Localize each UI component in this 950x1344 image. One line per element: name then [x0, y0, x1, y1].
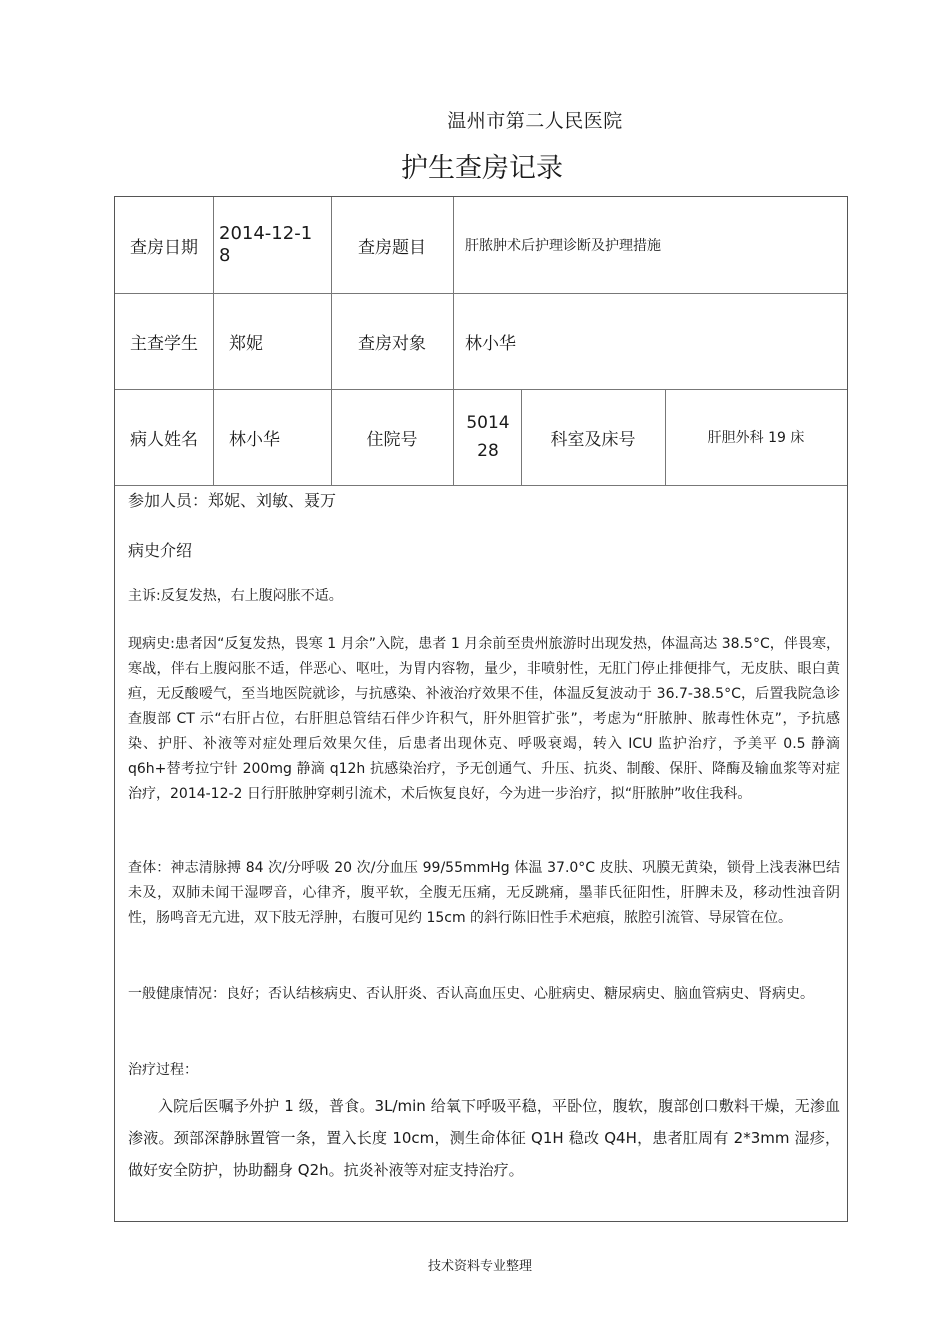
patient-value: 林小华 — [229, 429, 280, 450]
treatment-text: 入院后医嘱予外护 1 级，普食。3L/min 给氧下呼吸平稳，平卧位，腹软，腹部创口敷料干燥，无渗血渗液。颈部深静脉置管一条，置入长度 10cm，测生命体征 Q1H 稳改 Q4H，患者肛周有 2*3mm 湿疹，做好安全防护，协助翻身 Q2h。抗炎补液等对症支持治疗。 — [128, 1097, 840, 1179]
physical-exam: 查体：神志清脉搏 84 次/分呼吸 20 次/分血压 99/55mmHg 体温 37.0°C 皮肤、巩膜无黄染，锁骨上浅表淋巴结未及，双肺未闻干湿啰音，心律齐，腹平软，全腹无压痛，无反跳痛，墨菲氏征阳性，肝脾未及，移动性浊音阴性，肠鸣音无亢进，双下肢无浮肿，右腹可见约 15cm 的斜行陈旧性手术疤痕，脓腔引流管、导尿管在位。 — [128, 860, 840, 926]
history-heading: 病史介绍 — [128, 541, 193, 560]
page-title: 护生查房记录 — [401, 153, 563, 184]
target-label: 查房对象 — [358, 333, 426, 354]
hospital-name: 温州市第二人民医院 — [447, 110, 623, 132]
chief-complaint: 主诉:反复发热，右上腹闷胀不适。 — [128, 588, 343, 604]
date-label: 查房日期 — [130, 237, 198, 258]
topic-value: 肝脓肿术后护理诊断及护理措施 — [465, 238, 661, 254]
general-health: 一般健康情况：良好；否认结核病史、否认肝炎、否认高血压史、心脏病史、糖尿病史、脑血管病史、肾病史。 — [128, 986, 814, 1002]
admission-label: 住院号 — [366, 429, 418, 450]
dept-label: 科室及床号 — [550, 429, 636, 450]
patient-label: 病人姓名 — [130, 429, 198, 450]
admission-value: 501428 — [466, 413, 510, 461]
col-divider — [213, 197, 214, 485]
col-divider — [453, 197, 454, 389]
participants: 参加人员：郑妮、刘敏、聂万 — [128, 491, 337, 510]
topic-label: 查房题目 — [358, 237, 426, 258]
row-divider — [115, 485, 847, 486]
present-illness: 现病史:患者因“反复发热，畏寒 1 月余”入院，患者 1 月余前至贵州旅游时出现发热，体温高达 38.5°C，伴畏寒，寒战，伴右上腹闷胀不适，伴恶心、呕吐，为胃内容物，量少，非喷射性，无肛门停止排便排气，无皮肤、眼白黄疸，无反酸嗳气，至当地医院就诊，与抗感染、补液治疗效果不佳，体温反复波动于 36.7-38.5°C，后置我院急诊查腹部 CT 示“右肝占位，右肝胆总管结石伴少许积气，肝外胆管扩张”，考虑为“肝脓肿、脓毒性休克”，予抗感染、护肝、补液等对症处理后效果欠佳，后患者出现休克、呼吸衰竭，转入 ICU 监护治疗，予美平 0.5 静滴 q6h+替考拉宁针 200mg 静滴 q12h 抗感染治疗，予无创通气、升压、抗炎、制酸、保肝、降酶及输血浆等对症治疗，2014-12-2 日行肝脓肿穿刺引流术，术后恢复良好，今为进一步治疗，拟“肝脓肿”收住我科。 — [128, 636, 840, 802]
student-label: 主查学生 — [130, 333, 198, 354]
student-value: 郑妮 — [229, 333, 263, 354]
target-value: 林小华 — [465, 333, 516, 354]
treatment-label: 治疗过程： — [128, 1062, 198, 1078]
footer-note: 技术资料专业整理 — [427, 1259, 532, 1274]
col-divider — [453, 389, 454, 485]
dept-value: 肝胆外科 19 床 — [707, 430, 805, 446]
date-value: 2014-12-18 — [219, 223, 313, 266]
